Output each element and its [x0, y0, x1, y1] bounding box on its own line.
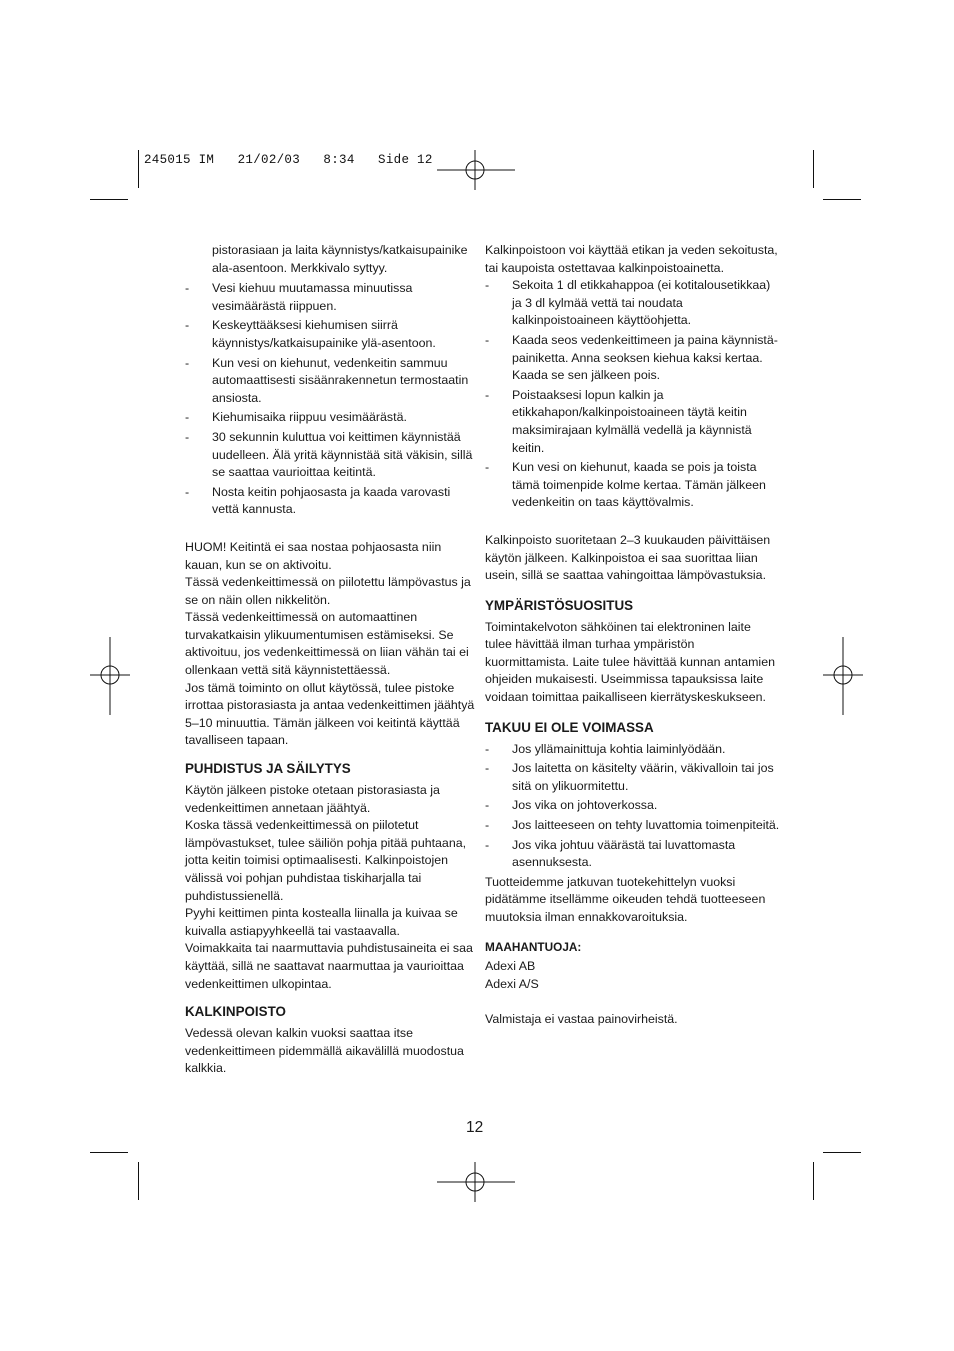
note-paragraph: Tässä vedenkeittimessä on automaattinen turvakatkaisin ylikuumentumisen estämiseksi. Se aktivoituu, jos vedenkeittimessä on liian vähän tai ei ollenkaan vettä sitä käynnistettäessä. [185, 610, 469, 678]
importer-name: Adexi AB [485, 959, 536, 974]
instruction-continuation: pistorasiaan ja laita käynnistys/katkaisupainike ala-asentoon. Merkkivalo syttyy. [212, 243, 468, 275]
crop-mark-top-right-h [823, 199, 861, 200]
list-item: - Nosta keitin pohjaosasta ja kaada varovasti vettä kannusta. [185, 484, 475, 519]
registration-mark-top-icon [437, 150, 515, 190]
list-item: - Sekoita 1 dl etikkahappoa (ei kotitalousetikkaa) ja 3 dl kylmää vettä tai noudata kalkinpoistoaineen käyttöohjetta. [485, 277, 780, 330]
print-slug: 245015 IM 21/02/03 8:34 Side 12 [144, 153, 433, 167]
page-number: 12 [466, 1119, 484, 1136]
environment-text: Toimintakelvoton sähköinen tai elektroninen laite tulee hävittää ilman turhaa ympäristön kuormittamista. Laite tulee hävittää kunnan antamien ohjeiden mukaisesti. Useimmissa tapauksissa laite voidaan toimittaa paikalliseen kierrätyskeskukseen. [485, 619, 775, 705]
cleaning-paragraph: Käytön jälkeen pistoke otetaan pistorasiasta ja vedenkeittimen annetaan jäähtyä. [185, 783, 440, 815]
descaling-intro: Vedessä olevan kalkin vuoksi saattaa itse vedenkeittimeen pidemmällä aikavälillä muodostua kalkkia. [185, 1026, 464, 1076]
crop-mark-bottom-right-h [823, 1152, 861, 1153]
list-item: - Kun vesi on kiehunut, vedenkeitin sammuu automaattisesti sisäänrakennetun termostaatin ansiosta. [185, 355, 475, 408]
section-heading-cleaning: PUHDISTUS JA SÄILYTYS [185, 761, 351, 777]
section-heading-environment: YMPÄRISTÖSUOSITUS [485, 597, 634, 613]
crop-mark-top-right-v [813, 150, 814, 188]
registration-mark-right-icon [823, 637, 863, 715]
warranty-list [485, 741, 780, 872]
section-heading-warranty: TAKUU EI OLE VOIMASSA [485, 719, 654, 735]
registration-mark-left-icon [90, 637, 130, 715]
registration-mark-bottom-icon [437, 1162, 515, 1202]
crop-mark-bottom-right-v [813, 1162, 814, 1200]
descaling-methods: Kalkinpoistoon voi käyttää etikan ja veden sekoitusta, tai kaupoista ostettavaa kalkinpoistoainetta. [485, 243, 778, 275]
disclaimer: Valmistaja ei vastaa painovirheistä. [485, 1012, 678, 1027]
crop-mark-bottom-left-v [138, 1162, 139, 1200]
note-paragraph: Tässä vedenkeittimessä on piilotettu lämpövastus ja se on näin ollen nikkelitön. [185, 575, 471, 607]
list-item: - Keskeyttääksesi kiehumisen siirrä käynnistys/katkaisupainike ylä-asentoon. [185, 317, 475, 352]
cleaning-paragraph: Pyyhi keittimen pinta kostealla liinalla ja kuivaa se kuivalla astiapyyhkeellä tai vastaavalla. [185, 906, 458, 938]
list-item: - 30 sekunnin kuluttua voi keittimen käynnistää uudelleen. Älä yritä käynnistää sitä väkisin, sillä se saattaa vaurioittaa keitintä. [185, 429, 475, 482]
list-item: - Jos laitteeseen on tehty luvattomia toimenpiteitä. [485, 817, 780, 835]
list-item: - Poistaaksesi lopun kalkin ja etikkahapon/kalkinpoistoaineen täytä keitin maksimirajaan kylmällä vedellä ja käynnistä keitin. [485, 387, 780, 457]
list-item: - Jos vika johtuu väärästä tai luvattomasta asennuksesta. [485, 837, 780, 872]
list-item: - Kiehumisaika riippuu vesimäärästä. [185, 409, 475, 427]
note-paragraph: HUOM! Keitintä ei saa nostaa pohjaosasta niin kauan, kun se on aktivoitu. [185, 539, 442, 572]
importer-name: Adexi A/S [485, 976, 539, 991]
crop-mark-top-left-h [90, 199, 128, 200]
crop-mark-bottom-left-h [90, 1152, 128, 1153]
descaling-steps-list [485, 277, 780, 512]
warranty-note: Tuotteidemme jatkuvan tuotekehittelyn vuoksi pidätämme itsellämme oikeuden tehdä tuotteeseen muutoksia ilman ennakkovaroituksia. [485, 874, 766, 924]
section-heading-descaling: KALKINPOISTO [185, 1004, 286, 1020]
list-item: - Jos laitetta on käsitelty väärin, väkivalloin tai jos sitä on ylikuormitettu. [485, 760, 780, 795]
right-column [485, 242, 780, 1029]
crop-mark-top-left-v [138, 150, 139, 188]
left-column [185, 242, 475, 1078]
cleaning-paragraph: Voimakkaita tai naarmuttavia puhdistusaineita ei saa käyttää, sillä ne saattavat naarmuttaa ja vaurioittaa vedenkeittimen ulkopintaa. [185, 941, 473, 991]
descaling-frequency: Kalkinpoisto suoritetaan 2–3 kuukauden päivittäisen käytön jälkeen. Kalkinpoistoa ei saa suorittaa liian usein, sillä se saattaa vahingoittaa lämpövastuksia. [485, 532, 771, 583]
cleaning-paragraph: Koska tässä vedenkeittimessä on piilotetut lämpövastukset, tulee säiliön pohja pitää puhtaana, jotta keitin toimisi optimaalisesti. Kalkinpoistojen välissä voi pohjan puhdistaa tiskiharjalla tai puhdistussienellä. [185, 818, 467, 903]
usage-steps-list [185, 280, 475, 519]
list-item: - Vesi kiehuu muutamassa minuutissa vesimäärästä riippuen. [185, 280, 475, 315]
note-paragraph: Jos tämä toiminto on ollut käytössä, tulee pistoke irrottaa pistorasiasta ja antaa vedenkeittimen jäähtyä 5–10 minuuttia. Tämän jälkeen voi keitintä käyttää tavalliseen tapaan. [185, 680, 475, 748]
list-item: - Jos vika on johtoverkossa. [485, 797, 780, 815]
importer-heading: MAAHANTUOJA: [485, 939, 582, 954]
list-item: - Kun vesi on kiehunut, kaada se pois ja toista tämä toimenpide kolme kertaa. Tämän jälkeen vedenkeitin on taas käyttövalmis. [485, 459, 780, 512]
list-item: - Jos yllämainittuja kohtia laiminlyödään. [485, 741, 780, 759]
list-item: - Kaada seos vedenkeittimeen ja paina käynnistä-painiketta. Anna seoksen kiehua kaksi kertaa. Kaada se sen jälkeen pois. [485, 332, 780, 385]
